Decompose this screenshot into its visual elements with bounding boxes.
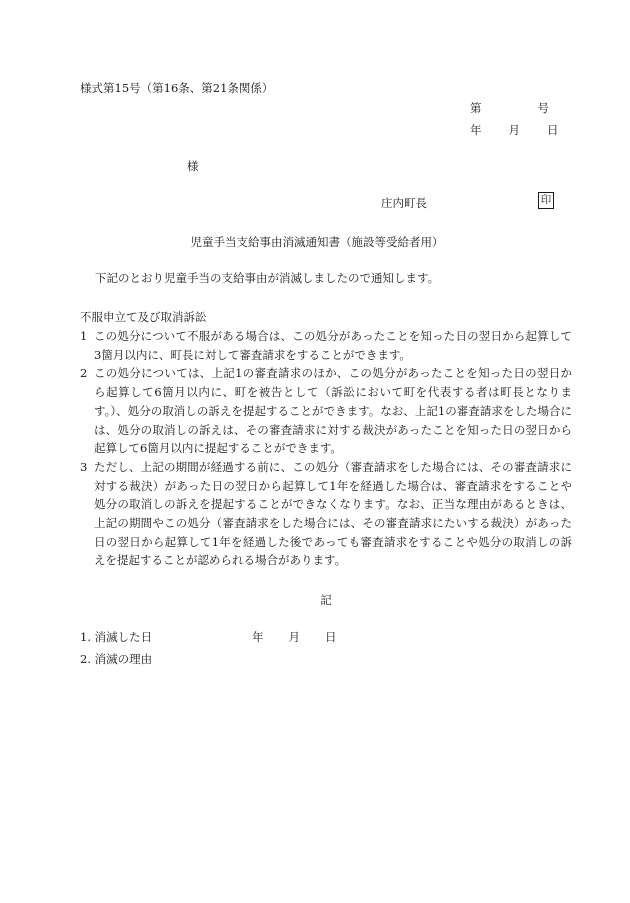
appeal-item-number: 1 bbox=[80, 329, 88, 343]
notice-body: 下記のとおり児童手当の支給事由が消滅しましたので通知します。 bbox=[95, 271, 440, 285]
issue-date bbox=[470, 122, 559, 138]
issue-date-month: 月 bbox=[508, 123, 520, 137]
appeal-item bbox=[80, 364, 572, 458]
appeal-item-text: この処分については、上記1の審査請求のほか、この処分があったことを知った日の翌日から起算して6箇月以内に、町を被告として（訴訟において町を代表する者は町長となります。）、処分の取消しの訴えを提起することができます。なお、上記1の審査請求をした場合には、処分の取消しの訴えは、その審査請求に対する裁決があったことを知った日の翌日から起算して6箇月以内に提起することができます。 bbox=[94, 366, 572, 456]
appeal-list bbox=[80, 327, 572, 570]
document-number-suffix: 号 bbox=[537, 101, 549, 115]
extinction-date-year: 年 bbox=[252, 630, 264, 644]
document-title: 児童手当支給事由消滅通知書（施設等受給者用） bbox=[190, 235, 444, 249]
issuer-name: 庄内町長 bbox=[381, 196, 427, 210]
appeal-item-number: 2 bbox=[80, 366, 88, 381]
extinction-date-fields bbox=[252, 629, 337, 645]
appeal-item-text: この処分について不服がある場合は、この処分があったことを知った日の翌日から起算して3箇月以内に、町長に対して審査請求をすることができます。 bbox=[94, 329, 572, 362]
appeal-heading: 不服申立て及び取消訴訟 bbox=[80, 310, 207, 324]
document-number-prefix: 第 bbox=[470, 101, 482, 115]
issue-date-year: 年 bbox=[470, 123, 482, 137]
addressee-honorific: 様 bbox=[187, 159, 199, 173]
ki-heading: 記 bbox=[320, 593, 332, 607]
detail-row-extinction-date bbox=[80, 629, 337, 645]
document-number bbox=[470, 100, 549, 116]
appeal-item-number: 3 bbox=[80, 459, 88, 474]
form-number: 様式第15号（第16条、第21条関係） bbox=[80, 81, 274, 95]
appeal-item-text: ただし、上記の期間が経過する前に、この処分（審査請求をした場合には、その審査請求に対する裁決）があった日の翌日から起算して1年を経過した場合は、審査請求をすることや処分の取消しの訴えを提起することができなくなります。なお、正当な理由があるときは、上記の期間やこの処分（審査請求をした場合には、その審査請求にたいする裁決）があった日の翌日から起算して1年を経過した後であっても審査請求をすることや処分の取消しの訴えを提起することが認められる場合があります。 bbox=[94, 459, 572, 568]
appeal-item bbox=[80, 458, 572, 570]
extinction-reason-label: 2. 消滅の理由 bbox=[80, 652, 153, 666]
extinction-date-day: 日 bbox=[325, 630, 337, 644]
extinction-date-month: 月 bbox=[288, 630, 300, 644]
appeal-item bbox=[80, 327, 572, 364]
seal-box: 印 bbox=[538, 192, 554, 209]
issue-date-day: 日 bbox=[547, 123, 559, 137]
extinction-date-label: 1. 消滅した日 bbox=[80, 630, 153, 644]
